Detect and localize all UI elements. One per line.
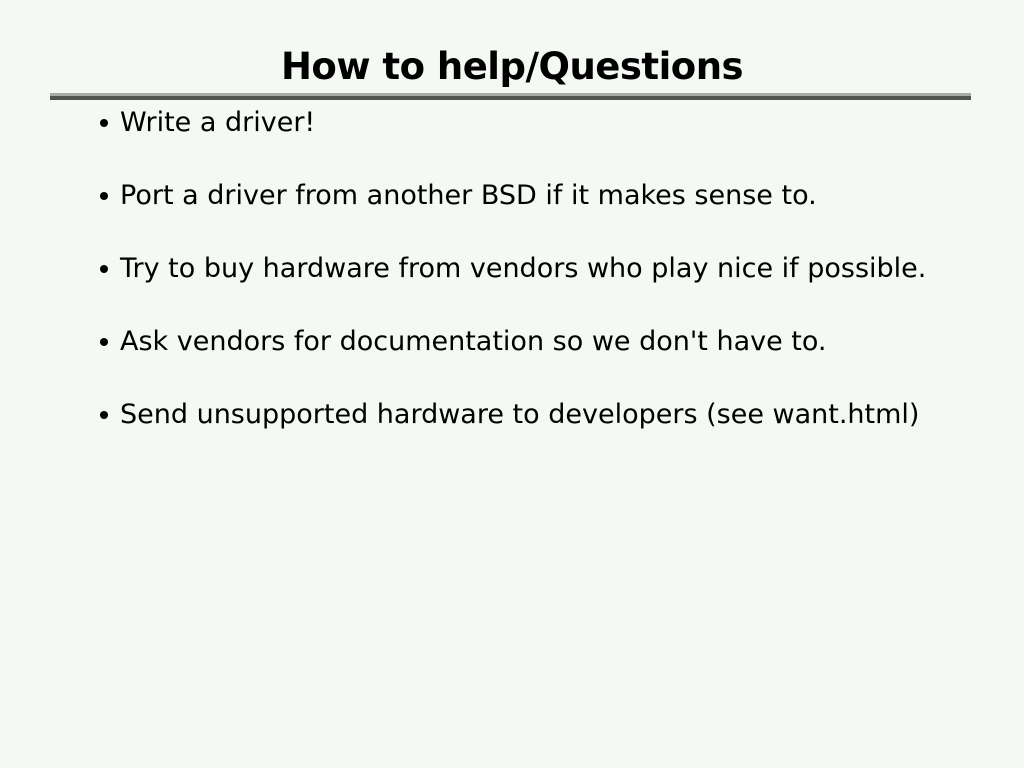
bullet-dot-icon: [100, 265, 108, 273]
bullet-dot-icon: [100, 411, 108, 419]
title-divider-rule: [50, 93, 971, 100]
slide-title: How to help/Questions: [280, 45, 744, 88]
list-item: [100, 179, 926, 213]
list-item: [100, 325, 926, 359]
bullet-dot-icon: [100, 192, 108, 200]
bullet-text: Try to buy hardware from vendors who play nice if possible.: [120, 253, 927, 284]
bullet-dot-icon: [100, 119, 108, 127]
list-item: [100, 398, 926, 432]
list-item: [100, 106, 926, 140]
bullet-text: Write a driver!: [120, 107, 316, 138]
bullet-text: Port a driver from another BSD if it makes sense to.: [120, 180, 817, 211]
bullet-text: Ask vendors for documentation so we don't have to.: [120, 326, 827, 357]
list-item: [100, 252, 926, 286]
bullet-text: Send unsupported hardware to developers (see want.html): [120, 399, 920, 430]
bullet-dot-icon: [100, 338, 108, 346]
bullet-list: [100, 106, 926, 471]
